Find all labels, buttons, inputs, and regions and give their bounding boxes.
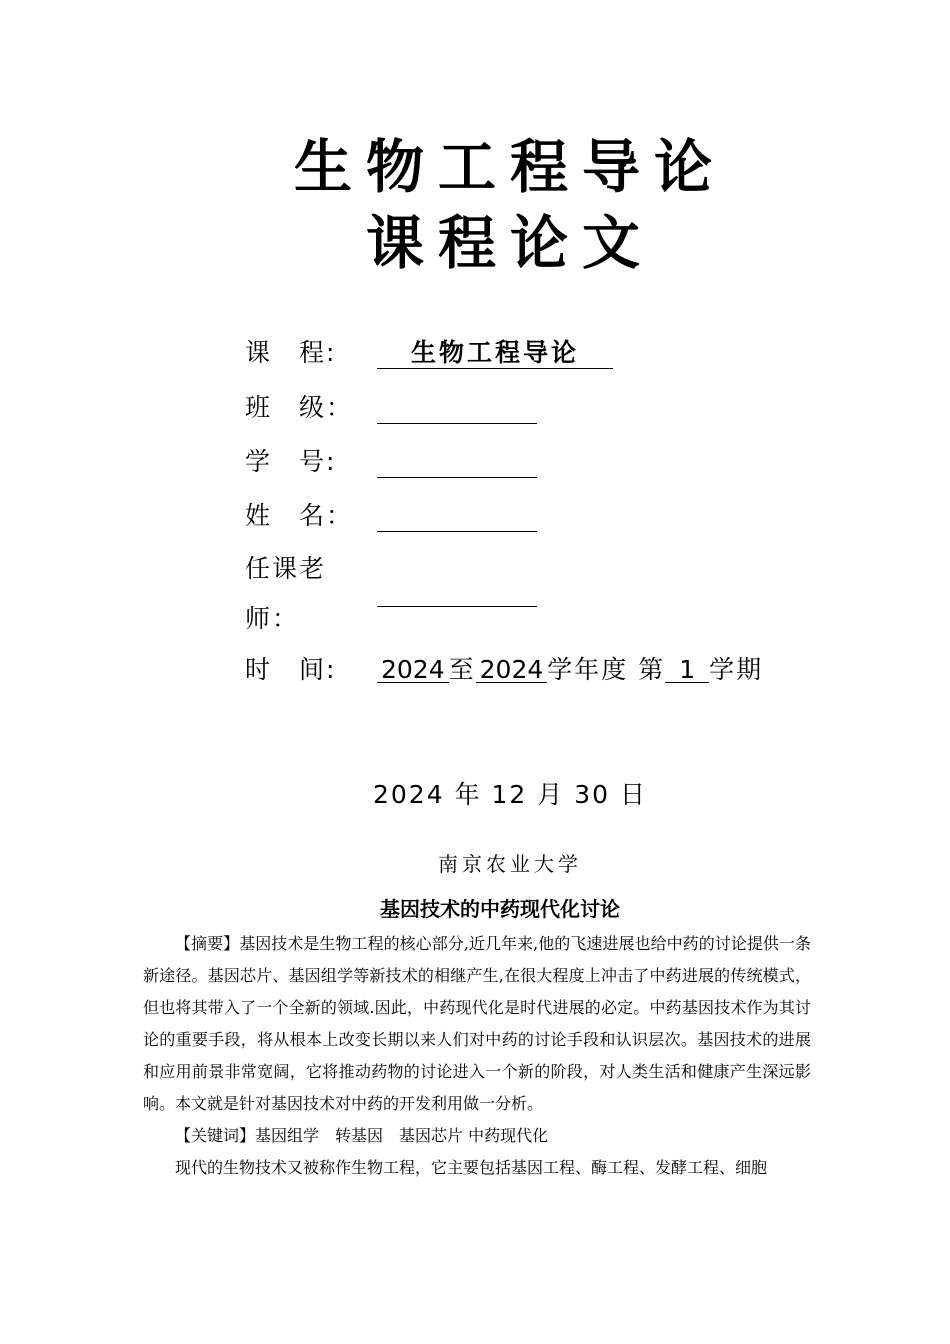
cover-date: 2024 年 12 月 30 日 <box>373 780 647 809</box>
academic-year-text: 学年度 第 <box>547 655 666 684</box>
keywords-text: 基因组学 转基因 基因芯片 中药现代化 <box>255 1126 549 1145</box>
teacher-value <box>377 578 537 607</box>
keywords-paragraph <box>143 1120 811 1152</box>
paper-title: 基因技术的中药现代化讨论 <box>380 897 620 921</box>
teacher-label-line1: 任课老 <box>245 554 327 583</box>
cover-title-line1: 生物工程导论 <box>293 133 726 201</box>
name-value-field <box>377 503 537 532</box>
time-label: 时 间: <box>245 655 337 684</box>
class-label: 班 级： <box>245 393 354 422</box>
year-end: 2024 <box>476 657 548 683</box>
teacher-value-field <box>377 578 537 607</box>
course-value-field <box>377 340 613 369</box>
keywords-label: 【关键词】 <box>175 1126 256 1145</box>
class-value-field <box>377 395 537 424</box>
term-value <box>377 657 763 683</box>
semester-number: 1 <box>665 657 709 683</box>
university-name: 南京农业大学 <box>438 852 582 876</box>
name-label: 姓 名： <box>245 501 354 530</box>
intro-paragraph: 现代的生物技术又被称作生物工程，它主要包括基因工程、酶工程、发酵工程、细胞 <box>175 1158 768 1177</box>
to-text: 至 <box>448 655 476 684</box>
course-value: 生物工程导论 <box>377 340 613 369</box>
semester-suffix: 学期 <box>709 655 764 684</box>
cover-title-line2: 课程论文 <box>365 209 654 277</box>
student-id-value <box>377 449 537 478</box>
paper-body <box>143 928 811 1184</box>
student-id-value-field <box>377 449 537 478</box>
teacher-label-line2: 师： <box>245 604 300 633</box>
name-value <box>377 503 537 532</box>
abstract-text: 基因技术是生物工程的核心部分,近几年来,他的飞速进展也给中药的讨论提供一条新途径。基因芯片、基因组学等新技术的相继产生,在很大程度上冲击了中药进展的传统模式，但也将其带入了一个全新的领域.因此，中药现代化是时代进展的必定。中药基因技术作为其讨论的重要手段，将从根本上改变长期以来人们对中药的讨论手段和认识层次。基因技术的进展和应用前景非常宽阔，它将推动药物的讨论进入一个新的阶段，对人类生活和健康产生深远影响。本文就是针对基因技术对中药的开发利用做一分析。 <box>143 934 811 1113</box>
abstract-label: 【摘要】 <box>175 934 240 953</box>
abstract-paragraph <box>143 928 811 1120</box>
student-id-label: 学 号: <box>245 447 337 476</box>
year-start: 2024 <box>377 657 449 683</box>
class-value <box>377 395 537 424</box>
course-label: 课 程: <box>245 338 337 367</box>
